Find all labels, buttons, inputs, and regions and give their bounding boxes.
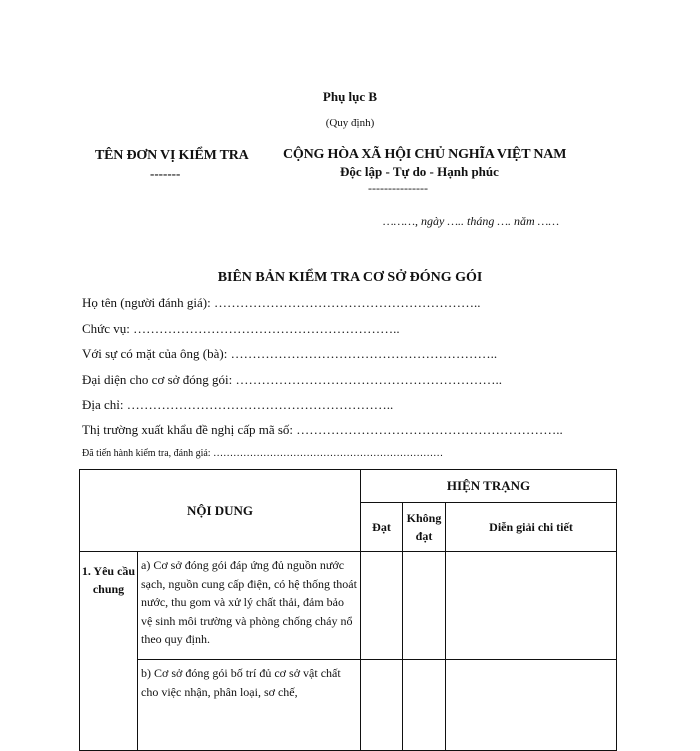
assessment-table <box>79 469 617 751</box>
document-title: BIÊN BẢN KIỂM TRA CƠ SỞ ĐÓNG GÓI <box>217 270 483 285</box>
requirement-text: b) Cơ sở đóng gói bố trí đủ cơ sở vật chất cho việc nhận, phân loại, sơ chế, <box>138 660 361 751</box>
header-content: NỘI DUNG <box>80 470 361 552</box>
detail-cell[interactable] <box>446 660 617 751</box>
fail-cell[interactable] <box>403 552 446 660</box>
pass-cell[interactable] <box>361 552 403 660</box>
fail-cell[interactable] <box>403 660 446 751</box>
field-address: Địa chỉ: …………………………………………………….. <box>82 397 394 412</box>
appendix-subtitle: (Quy định) <box>325 117 375 129</box>
requirement-text: a) Cơ sở đóng gói đáp ứng đủ nguồn nước sạch, nguồn cung cấp điện, có hệ thống thoát nước, thu gom và xử lý chất thải, đảm bảo vệ sinh môi trường và phòng chống cháy nổ theo quy định. <box>138 552 361 660</box>
appendix-title: Phụ lục B <box>322 89 378 104</box>
detail-cell[interactable] <box>446 552 617 660</box>
header-detail: Diễn giải chi tiết <box>446 503 617 552</box>
field-facility-representative: Đại diện cho cơ sở đóng gói: …………………………………………………….. <box>82 372 502 387</box>
header-pass: Đạt <box>361 503 403 552</box>
table-row <box>80 660 617 751</box>
field-inspection-performed: Đã tiến hành kiểm tra, đánh giá: …………………………………………………………… <box>82 448 444 459</box>
national-motto: Độc lập - Tự do - Hạnh phúc <box>340 164 499 179</box>
national-title: CỘNG HÒA XÃ HỘI CHỦ NGHĨA VIỆT NAM <box>283 147 567 162</box>
field-assessor-name: Họ tên (người đánh giá): …………………………………………………….. <box>82 295 481 310</box>
pass-cell[interactable] <box>361 660 403 751</box>
header-status: HIỆN TRẠNG <box>361 470 617 503</box>
field-present-person: Với sự có mặt của ông (bà): …………………………………………………….. <box>82 346 498 361</box>
table-row <box>80 552 617 660</box>
inspection-unit-divider: ------- <box>150 166 181 181</box>
field-position: Chức vụ: …………………………………………………….. <box>82 321 400 336</box>
motto-divider: --------------- <box>368 181 428 195</box>
date-line: ………, ngày ….. tháng …. năm …… <box>383 214 560 228</box>
inspection-unit-name: TÊN ĐƠN VỊ KIỂM TRA <box>95 148 249 163</box>
group-label: 1. Yêu cầu chung <box>80 552 138 751</box>
field-export-market: Thị trường xuất khẩu đề nghị cấp mã số: …………………………………………………….. <box>82 422 563 437</box>
header-fail: Không đạt <box>403 503 446 552</box>
